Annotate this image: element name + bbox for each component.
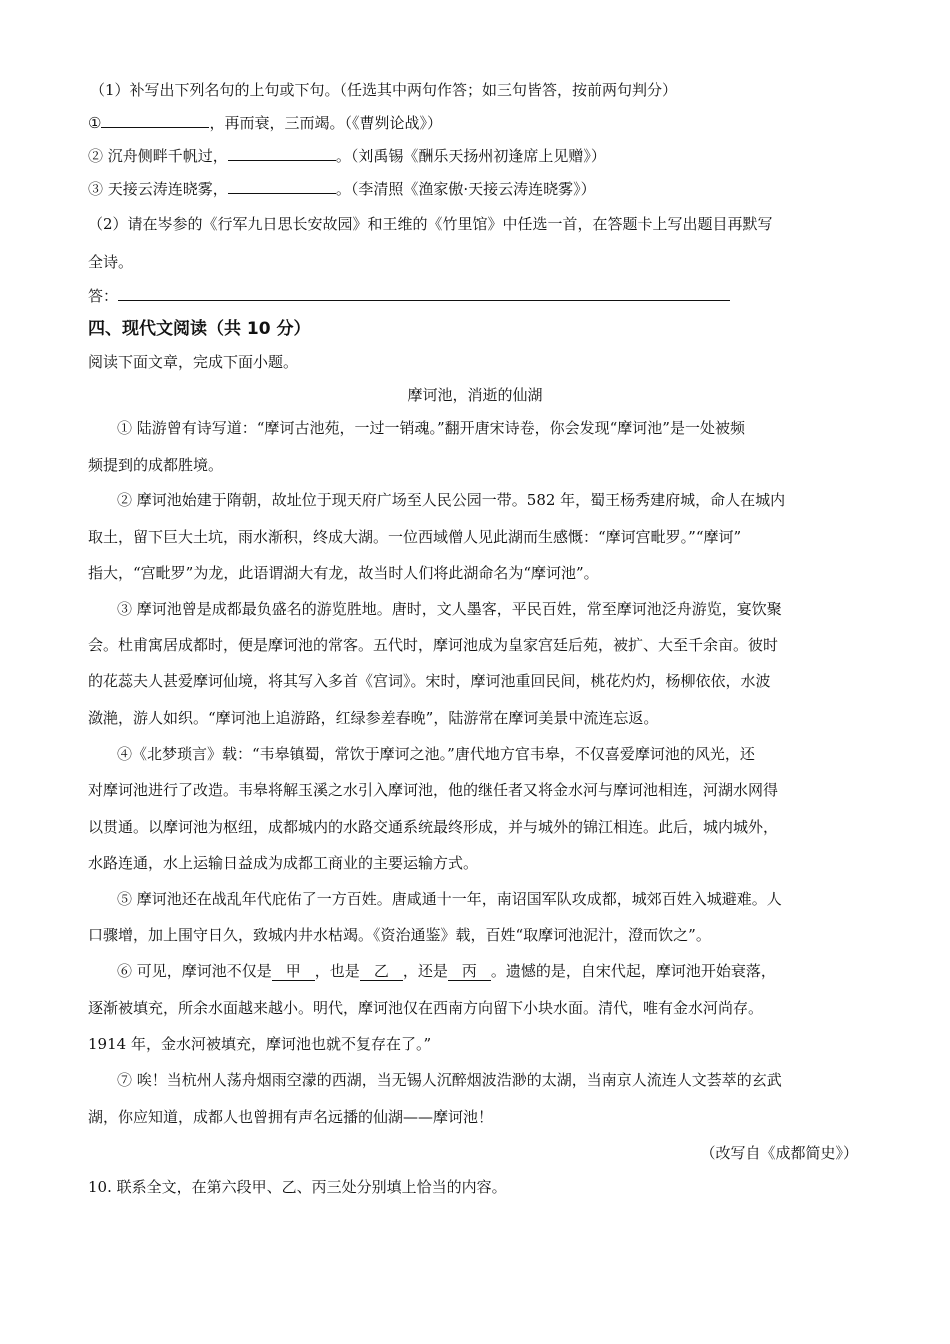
- blank-bing[interactable]: 丙: [448, 962, 491, 981]
- item-text: 天接云涛连晓雾，: [107, 180, 228, 198]
- answer-line: [88, 285, 730, 307]
- article-line: 逐渐被填充，所余水面越来越小。明代，摩诃池仅在西南方向留下小块水面。清代，唯有金水河尚存。: [88, 999, 764, 1017]
- article-line: 频提到的成都胜境。: [88, 456, 224, 474]
- q9-part2-line1: （2）请在岑参的《行军九日思长安故园》和王维的《竹里馆》中任选一首，在答题卡上写出题目再默写: [88, 215, 773, 233]
- article-line: 以贯通。以摩诃池为枢纽，成都城内的水路交通系统最终形成，并与城外的锦江相连。此后，城内城外，: [88, 818, 779, 836]
- article-line: 潋滟，游人如织。“摩诃池上追游路，红绿参差春晚”，陆游常在摩诃美景中流连忘返。: [88, 709, 659, 727]
- article-line: ② 摩诃池始建于隋朝，故址位于现天府广场至人民公园一带。582 年，蜀王杨秀建府城，命人在城内: [117, 491, 786, 509]
- item-text: 沉舟侧畔千帆过，: [107, 147, 228, 165]
- q9-part1: （1）补写出下列名句的上句或下句。（任选其中两句作答；如三句皆答，按前两句判分）: [90, 81, 678, 99]
- article-line: ① 陆游曾有诗写道：“摩诃古池苑，一过一销魂。”翻开唐宋诗卷，你会发现“摩诃池”是一处被频: [117, 419, 745, 437]
- recitation-item-3: [88, 178, 596, 200]
- article-line: ⑦ 唉！当杭州人荡舟烟雨空濛的西湖，当无锡人沉醉烟波浩渺的太湖，当南京人流连人文荟萃的玄武: [117, 1071, 782, 1089]
- item-number: ②: [88, 147, 104, 165]
- article-line: ④《北梦琐言》载：“韦皋镇蜀，常饮于摩诃之池。”唐代地方官韦皋，不仅喜爱摩诃池的风光，还: [117, 745, 755, 763]
- item-text: ，再而衰，三而竭。（《曹刿论战》）: [209, 114, 442, 132]
- answer-blank[interactable]: [228, 178, 336, 194]
- item-number: ③: [88, 180, 104, 198]
- article-line: 会。杜甫寓居成都时，便是摩诃池的常客。五代时，摩诃池成为皇家宫廷后苑，被扩、大至千余亩。彼时: [88, 636, 779, 654]
- article-line: 湖，你应知道，成都人也曾拥有声名远播的仙湖——摩诃池！: [88, 1108, 494, 1126]
- paragraph-6-line1: [117, 960, 776, 982]
- p6-text: ，还是: [402, 962, 448, 980]
- blank-jia[interactable]: 甲: [272, 962, 315, 981]
- reading-instruction: 阅读下面文章，完成下面小题。: [88, 353, 299, 371]
- article-line: 口骤增，加上围守日久，致城内井水枯竭。《资治通鉴》载，百姓“取摩诃池泥汁，澄而饮之”。: [88, 926, 711, 944]
- article-source: （改写自《成都简史》）: [700, 1144, 858, 1162]
- answer-blank[interactable]: [101, 112, 209, 128]
- p6-text: 。遗憾的是，自宋代起，摩诃池开始衰落，: [490, 962, 776, 980]
- answer-blank[interactable]: [228, 145, 336, 161]
- recitation-item-2: [88, 145, 606, 167]
- article-line: 取土，留下巨大土坑，雨水渐积，终成大湖。一位西域僧人见此湖而生感慨：“摩诃宫毗罗。”“摩诃”: [88, 528, 742, 546]
- question-10: 10. 联系全文，在第六段甲、乙、丙三处分别填上恰当的内容。: [88, 1178, 507, 1196]
- article-line: ③ 摩诃池曾是成都最负盛名的游览胜地。唐时，文人墨客，平民百姓，常至摩诃池泛舟游览，宴饮聚: [117, 600, 782, 618]
- article-line: 水路连通，水上运输日益成为成都工商业的主要运输方式。: [88, 854, 479, 872]
- article-line: 对摩诃池进行了改造。韦皋将解玉溪之水引入摩诃池，他的继任者又将金水河与摩诃池相连，河湖水网得: [88, 781, 779, 799]
- p6-text: ，也是: [314, 962, 360, 980]
- p6-text: ⑥ 可见，摩诃池不仅是: [117, 962, 272, 980]
- article-line: 指大，“宫毗罗”为龙，此语谓湖大有龙，故当时人们将此湖命名为“摩诃池”。: [88, 564, 599, 582]
- blank-yi[interactable]: 乙: [360, 962, 403, 981]
- answer-blank[interactable]: [118, 285, 730, 301]
- item-text: 。（李清照《渔家傲·天接云涛连晓雾》）: [335, 180, 596, 198]
- article-line: ⑤ 摩诃池还在战乱年代庇佑了一方百姓。唐咸通十一年，南诏国军队攻成都，城郊百姓入城避难。人: [117, 890, 782, 908]
- article-line: 1914 年，金水河被填充，摩诃池也就不复存在了。”: [88, 1035, 432, 1053]
- article-line: 的花蕊夫人甚爱摩诃仙境，将其写入多首《宫词》。宋时，摩诃池重回民间，桃花灼灼，杨柳依依，水波: [88, 672, 771, 690]
- answer-label: 答：: [88, 287, 119, 305]
- item-number: ①: [88, 114, 102, 132]
- section-heading: 四、现代文阅读（共 10 分）: [88, 319, 311, 339]
- q9-part2-line2: 全诗。: [88, 253, 134, 271]
- item-text: 。（刘禹锡《酬乐天扬州初逢席上见赠》）: [335, 147, 606, 165]
- article-title: 摩诃池，消逝的仙湖: [407, 386, 543, 404]
- recitation-item-1: [88, 112, 442, 134]
